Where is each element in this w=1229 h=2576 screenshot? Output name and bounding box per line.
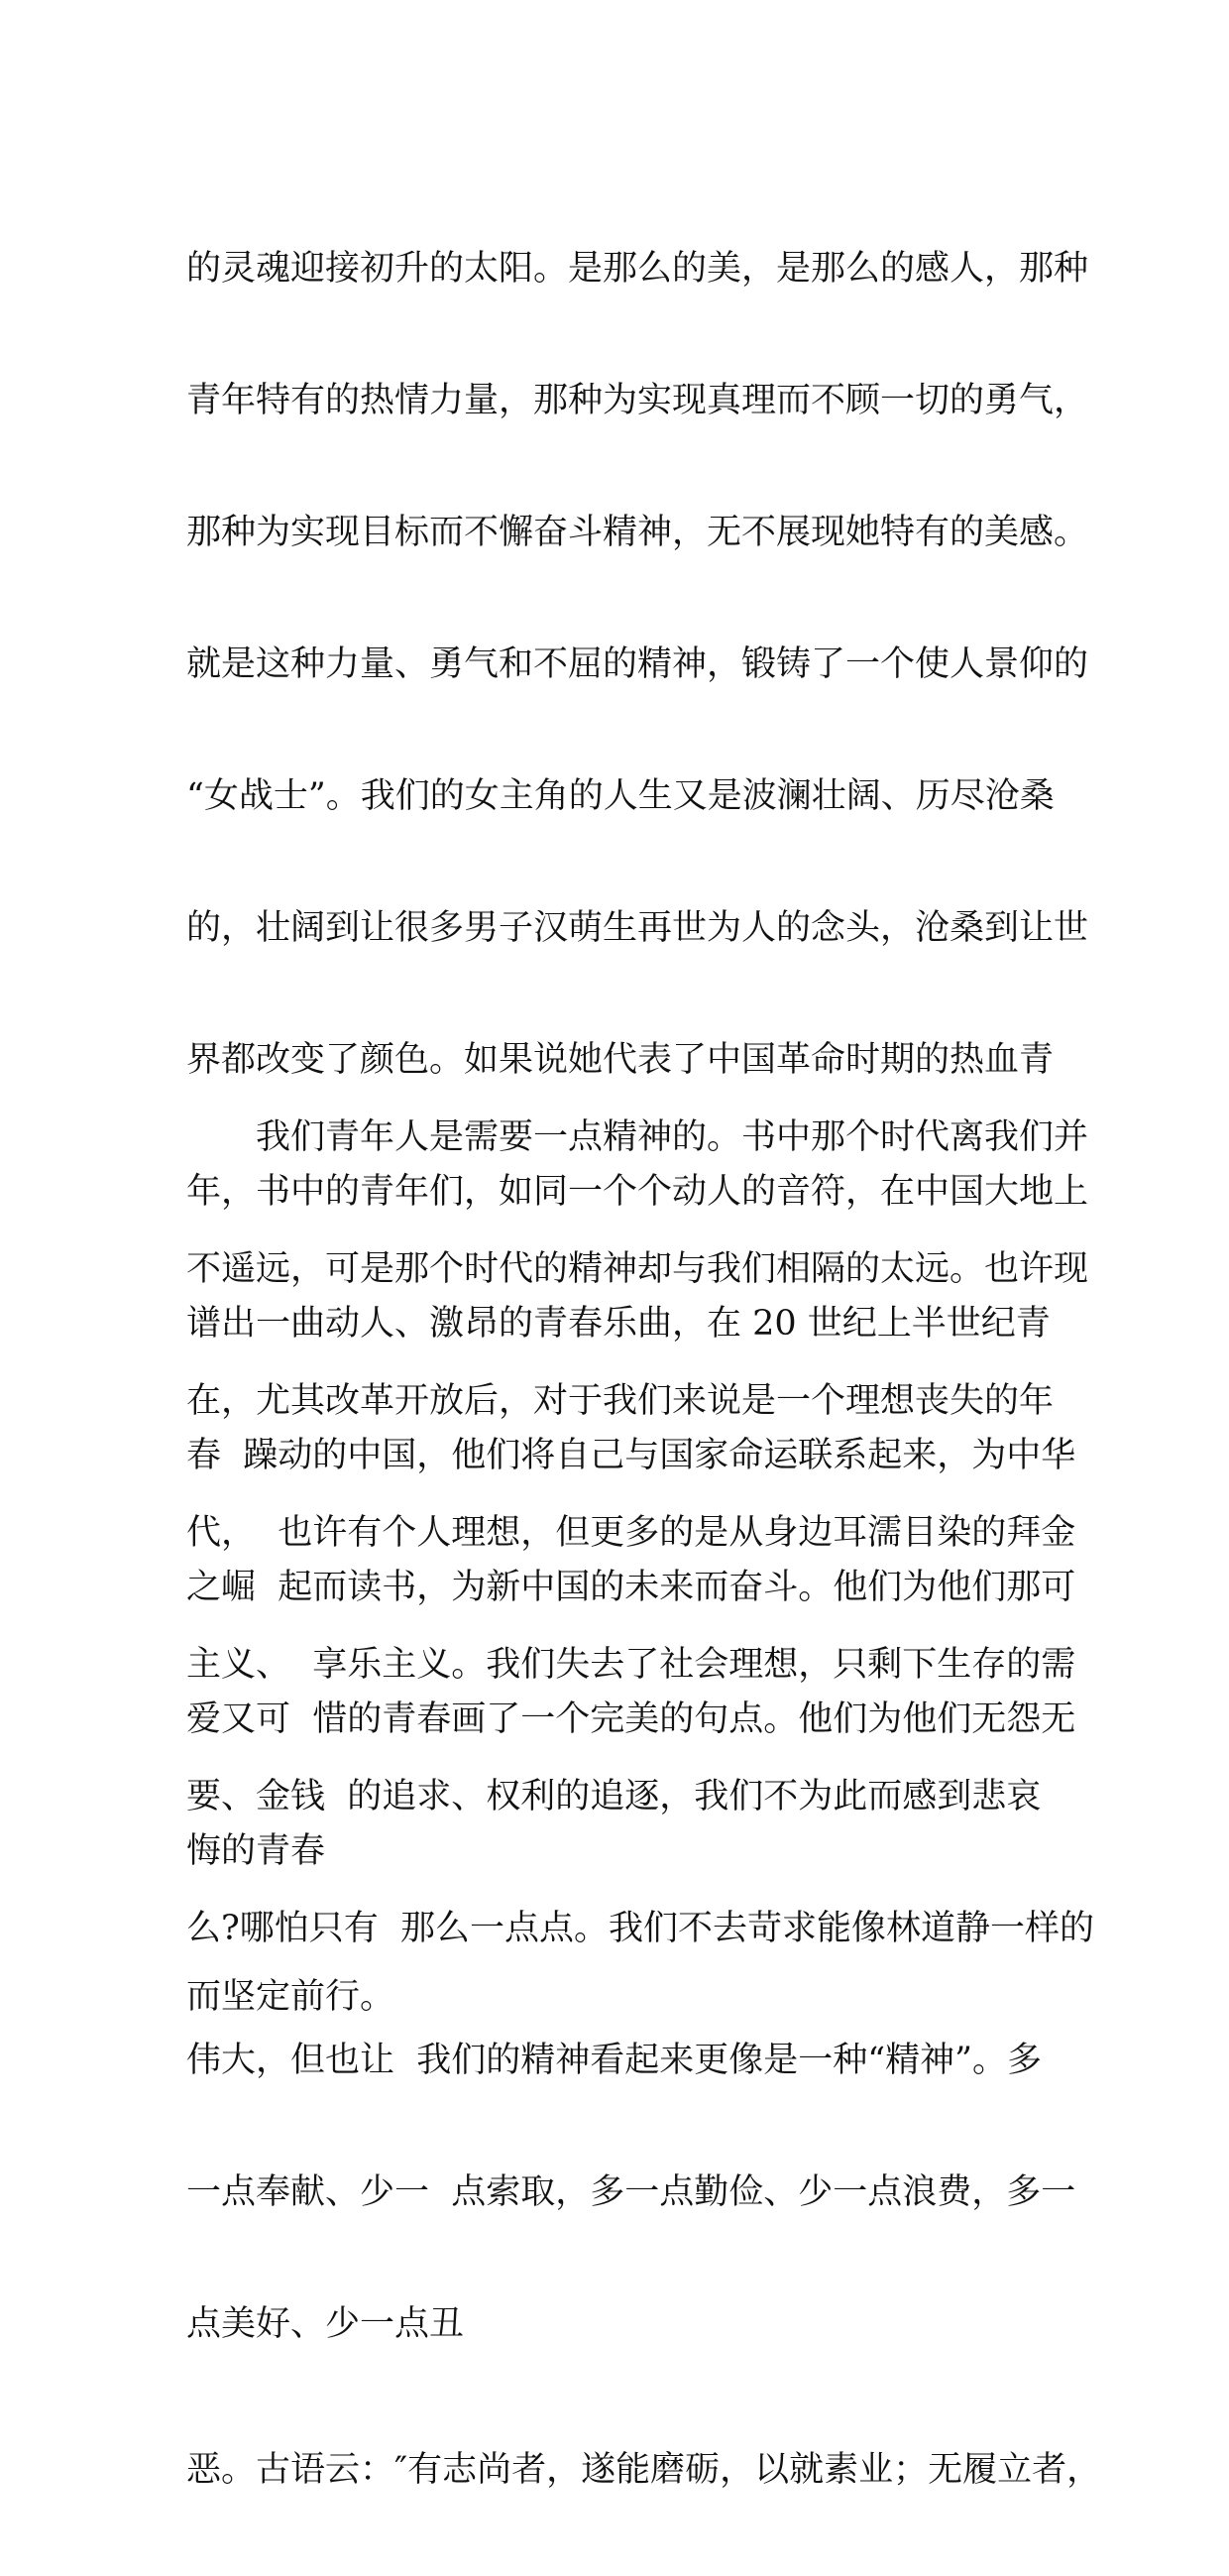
text-line: 一点奉献、少一 点索取，多一点勤俭、少一点浪费，多一 <box>186 2172 1076 2212</box>
text-line: 不遥远，可是那个时代的精神却与我们相隔的太远。也许现 <box>186 1249 1089 1289</box>
text-line: “女战士”。我们的女主角的人生又是波澜壮阔、历尽沧桑 <box>186 776 1055 816</box>
text-line: 那种为实现目标而不懈奋斗精神，无不展现她特有的美感。 <box>186 513 1089 552</box>
text-line: 伟大，但也让 我们的精神看起来更像是一种“精神”。多 <box>186 2041 1043 2080</box>
text-line: 在，尤其改革开放后，对于我们来说是一个理想丧失的年 <box>186 1381 1055 1421</box>
text-line: 要、金钱 的追求、权利的追逐，我们不为此而感到悲哀 <box>186 1777 1042 1816</box>
text-line: 春 躁动的中国，他们将自己与国家命运联系起来，为中华 <box>186 1436 1076 1475</box>
text-line: 青年特有的热情力量，那种为实现真理而不顾一切的勇气， <box>186 381 1089 420</box>
text-line: 爱又可 惜的青春画了一个完美的句点。他们为他们无怨无 <box>186 1699 1076 1739</box>
text-line: 谱出一曲动人、激昂的青春乐曲，在 20 世纪上半世纪青 <box>186 1304 1051 1344</box>
text-line: 主义、 享乐主义。我们失去了社会理想，只剩下生存的需 <box>186 1645 1076 1685</box>
text-line: 代， 也许有个人理想，但更多的是从身边耳濡目染的拜金 <box>186 1513 1076 1553</box>
text-line: 而坚定前行。 <box>186 1977 395 2017</box>
text-line: 的灵魂迎接初升的太阳。是那么的美，是那么的感人，那种 <box>186 249 1089 289</box>
paragraph-2 <box>186 1032 1102 2576</box>
text-line: 年，书中的青年们，如同一个个动人的音符，在中国大地上 <box>186 1172 1089 1212</box>
text-line: 么?哪怕只有 那么一点点。我们不去苛求能像林道静一样的 <box>186 1909 1095 1948</box>
text-line: 就是这种力量、勇气和不屈的精神，锻铸了一个使人景仰的 <box>186 644 1089 684</box>
text-line: 悔的青春 <box>186 1831 326 1871</box>
text-line: 恶。古语云：″有志尚者，遂能磨砺，以就素业；无履立者， <box>186 2450 1102 2490</box>
text-line: 的，壮阔到让很多男子汉萌生再世为人的念头，沧桑到让世 <box>186 908 1089 948</box>
text-line: 之崛 起而读书，为新中国的未来而奋斗。他们为他们那可 <box>186 1568 1076 1607</box>
text-line: 界都改变了颜色。如果说她代表了中国革命时期的热血青 <box>186 1040 1055 1080</box>
text-line: 点美好、少一点丑 <box>186 2304 465 2344</box>
text-line: 我们青年人是需要一点精神的。书中那个时代离我们并 <box>186 1117 1089 1157</box>
